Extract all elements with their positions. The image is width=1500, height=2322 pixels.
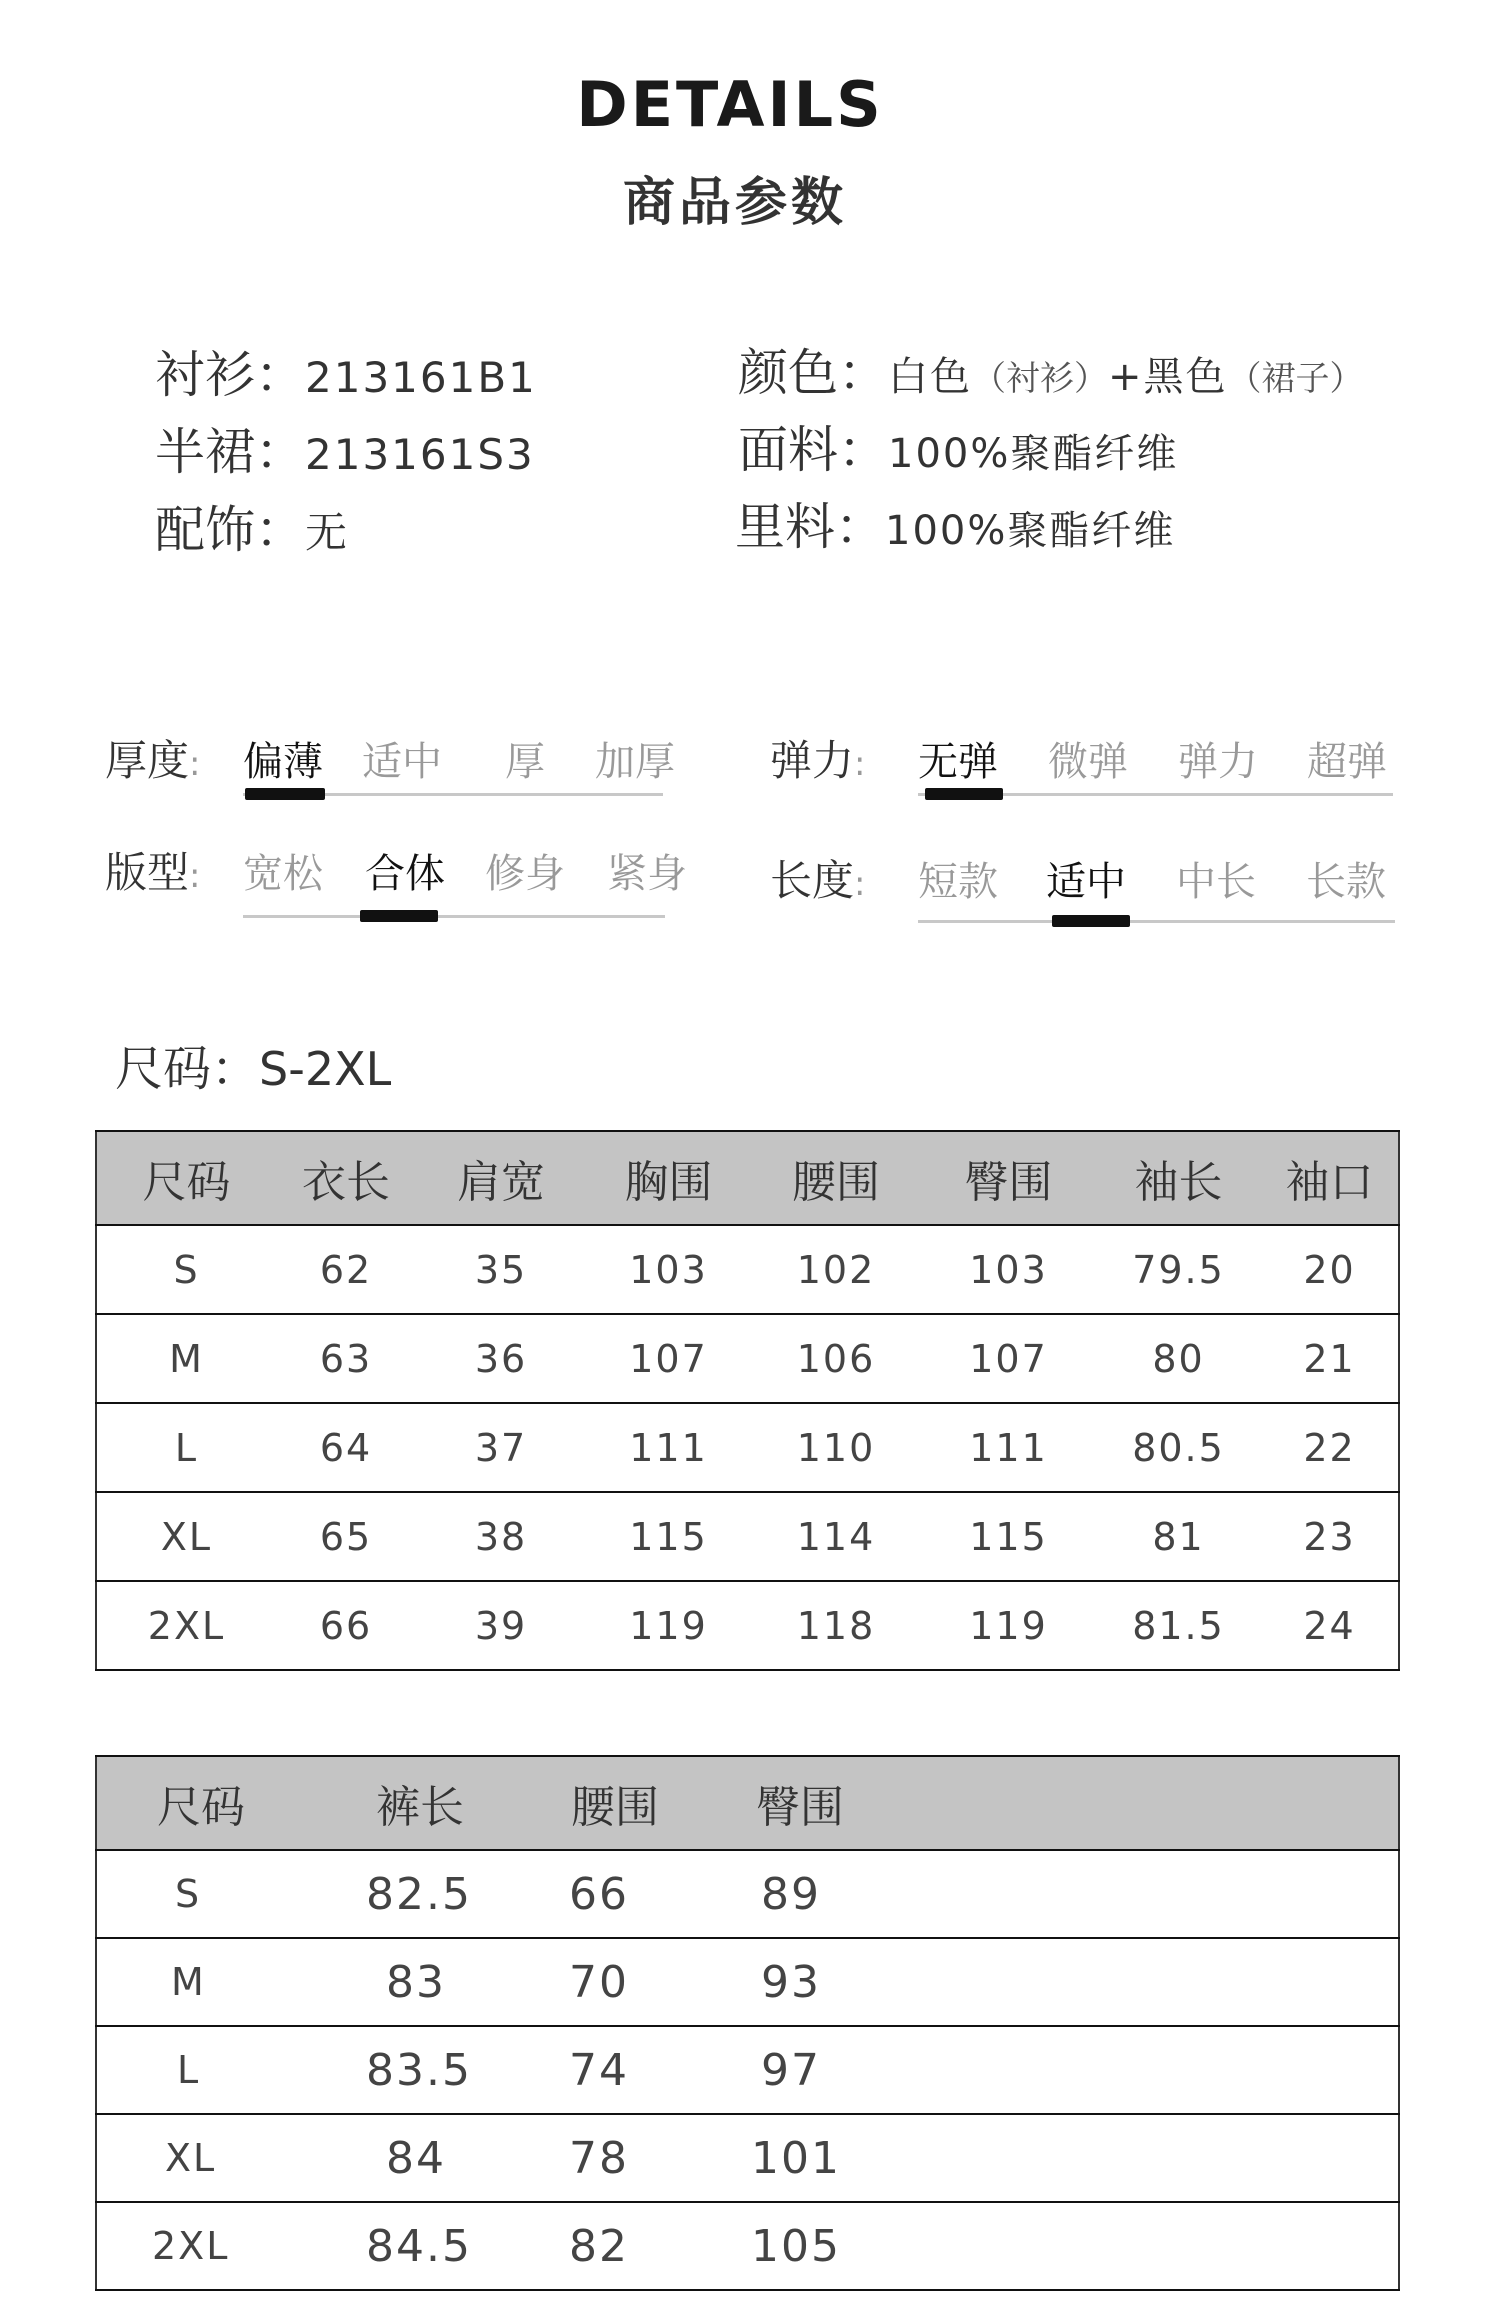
color-label: 颜色： [738, 344, 888, 402]
elasticity-option-3: 弹力 [1178, 739, 1258, 785]
table-cell: 20 [1261, 1225, 1399, 1314]
table-cell: 111 [586, 1403, 751, 1492]
table-header: 肩宽 [416, 1131, 586, 1225]
table-cell: 79.5 [1096, 1225, 1261, 1314]
table-row [96, 1581, 1399, 1670]
table-cell: 111 [921, 1403, 1096, 1492]
table-cell: 36 [416, 1314, 586, 1403]
color-value-2: 黑色 [1143, 354, 1228, 400]
page-title-en: DETAILS [576, 68, 884, 141]
table-cell: 106 [751, 1314, 921, 1403]
table-cell: 107 [586, 1314, 751, 1403]
table-header-row [96, 1131, 1399, 1225]
table-cell: 74 [561, 2026, 751, 2114]
table-header: 腰围 [751, 1131, 921, 1225]
table-cell: 81.5 [1096, 1581, 1261, 1670]
fit-option-1: 宽松 [243, 851, 323, 897]
length-option-2: 适中 [1046, 859, 1126, 905]
table-header: 尺码 [96, 1756, 366, 1850]
size-range-label: 尺码： [115, 1041, 260, 1097]
page-title-zh: 商品参数 [622, 173, 847, 233]
thickness-selected-marker [245, 788, 325, 800]
table-cell: 62 [276, 1225, 416, 1314]
table-cell: XL [96, 1492, 276, 1581]
color-note-2: （裙子） [1227, 359, 1364, 399]
table-cell: 2XL [96, 2202, 366, 2290]
table-cell: 83.5 [366, 2026, 561, 2114]
table-cell: 78 [561, 2114, 751, 2202]
fit-option-4: 紧身 [607, 851, 687, 897]
table-cell: 93 [751, 1938, 1399, 2026]
shirt-row [155, 346, 537, 404]
table-cell: 80.5 [1096, 1403, 1261, 1492]
table-cell: S [96, 1225, 276, 1314]
table-cell: 66 [561, 1850, 751, 1938]
table-cell: 84.5 [366, 2202, 561, 2290]
table-cell: M [96, 1938, 366, 2026]
table-header: 胸围 [586, 1131, 751, 1225]
color-value-1: 白色 [888, 354, 972, 400]
table-cell: 110 [751, 1403, 921, 1492]
table-cell: 65 [276, 1492, 416, 1581]
table-cell: 81 [1096, 1492, 1261, 1581]
table-cell: 102 [751, 1225, 921, 1314]
fit-option-2: 合体 [365, 851, 445, 897]
table-header: 袖口 [1261, 1131, 1399, 1225]
length-label: 长度: [770, 856, 866, 905]
fabric-value: 100%聚酯纤维 [888, 431, 1179, 477]
table-row [96, 1314, 1399, 1403]
table-header: 臀围 [751, 1756, 1399, 1850]
table-cell: 2XL [96, 1581, 276, 1670]
table-cell: 82 [561, 2202, 751, 2290]
elasticity-option-2: 微弹 [1048, 739, 1128, 785]
table-row [96, 1850, 1399, 1938]
thickness-option-3: 厚 [505, 739, 545, 785]
fit-option-3: 修身 [485, 851, 565, 897]
table-cell: 82.5 [366, 1850, 561, 1938]
elasticity-option-1: 无弹 [918, 739, 998, 785]
size-range [115, 1030, 391, 1099]
accessory-row [155, 501, 350, 559]
table-header: 袖长 [1096, 1131, 1261, 1225]
table-cell: 24 [1261, 1581, 1399, 1670]
thickness-option-4: 加厚 [595, 739, 675, 785]
skirt-row [155, 423, 535, 481]
elasticity-selected-marker [925, 788, 1003, 800]
table-cell: 38 [416, 1492, 586, 1581]
table-row [96, 1938, 1399, 2026]
table-cell: 64 [276, 1403, 416, 1492]
color-row [738, 344, 1364, 402]
table-row [96, 2026, 1399, 2114]
fabric-label: 面料： [738, 421, 888, 479]
table-row [96, 2202, 1399, 2290]
table-row [96, 1225, 1399, 1314]
length-option-1: 短款 [918, 859, 998, 905]
size-range-value: S-2XL [259, 1042, 392, 1096]
lining-value: 100%聚酯纤维 [885, 508, 1176, 554]
table-cell: 101 [751, 2114, 1399, 2202]
table-cell: 115 [921, 1492, 1096, 1581]
table-cell: M [96, 1314, 276, 1403]
accessory-label: 配饰： [155, 501, 305, 559]
thickness-label: 厚度: [105, 736, 201, 785]
table-cell: XL [96, 2114, 366, 2202]
length-scale-track [918, 920, 1395, 923]
table-cell: 107 [921, 1314, 1096, 1403]
table-cell: 23 [1261, 1492, 1399, 1581]
table-cell: L [96, 1403, 276, 1492]
shirt-label: 衬衫： [155, 346, 305, 404]
elasticity-label: 弹力: [770, 736, 866, 785]
table-cell: 103 [921, 1225, 1096, 1314]
fit-label: 版型: [105, 848, 201, 897]
lining-row [735, 498, 1176, 556]
table-header: 臀围 [921, 1131, 1096, 1225]
table-cell: 119 [921, 1581, 1096, 1670]
table-row [96, 2114, 1399, 2202]
table-header: 腰围 [561, 1756, 751, 1850]
length-selected-marker [1052, 915, 1130, 927]
lining-label: 里料： [735, 498, 885, 556]
color-plus: + [1108, 354, 1144, 400]
fit-scale-track [243, 915, 665, 918]
thickness-option-2: 适中 [362, 739, 442, 785]
thickness-option-1: 偏薄 [243, 739, 323, 785]
table-cell: 80 [1096, 1314, 1261, 1403]
table-header: 尺码 [96, 1131, 276, 1225]
elasticity-option-4: 超弹 [1307, 739, 1387, 785]
table-cell: 35 [416, 1225, 586, 1314]
table-header-row [96, 1756, 1399, 1850]
table-cell: 114 [751, 1492, 921, 1581]
table-row [96, 1403, 1399, 1492]
table-cell: 39 [416, 1581, 586, 1670]
table-cell: L [96, 2026, 366, 2114]
fabric-row [738, 421, 1179, 479]
table-header: 裤长 [366, 1756, 561, 1850]
color-note-1: （衬衫） [972, 359, 1108, 399]
table-cell: S [96, 1850, 366, 1938]
table-cell: 89 [751, 1850, 1399, 1938]
table-row [96, 1492, 1399, 1581]
top-size-table [95, 1130, 1400, 1671]
skirt-label: 半裙： [155, 423, 305, 481]
table-cell: 21 [1261, 1314, 1399, 1403]
skirt-value: 213161S3 [305, 430, 535, 479]
accessory-value: 无 [305, 508, 350, 557]
table-cell: 70 [561, 1938, 751, 2026]
table-cell: 119 [586, 1581, 751, 1670]
fit-selected-marker [360, 910, 438, 922]
table-cell: 115 [586, 1492, 751, 1581]
table-cell: 97 [751, 2026, 1399, 2114]
shirt-value: 213161B1 [305, 353, 537, 402]
table-cell: 84 [366, 2114, 561, 2202]
table-cell: 66 [276, 1581, 416, 1670]
table-cell: 118 [751, 1581, 921, 1670]
table-cell: 105 [751, 2202, 1399, 2290]
table-header: 衣长 [276, 1131, 416, 1225]
bottom-size-table [95, 1755, 1400, 2291]
table-cell: 63 [276, 1314, 416, 1403]
table-cell: 83 [366, 1938, 561, 2026]
table-cell: 103 [586, 1225, 751, 1314]
table-cell: 22 [1261, 1403, 1399, 1492]
length-option-4: 长款 [1306, 859, 1386, 905]
table-cell: 37 [416, 1403, 586, 1492]
length-option-3: 中长 [1176, 859, 1256, 905]
